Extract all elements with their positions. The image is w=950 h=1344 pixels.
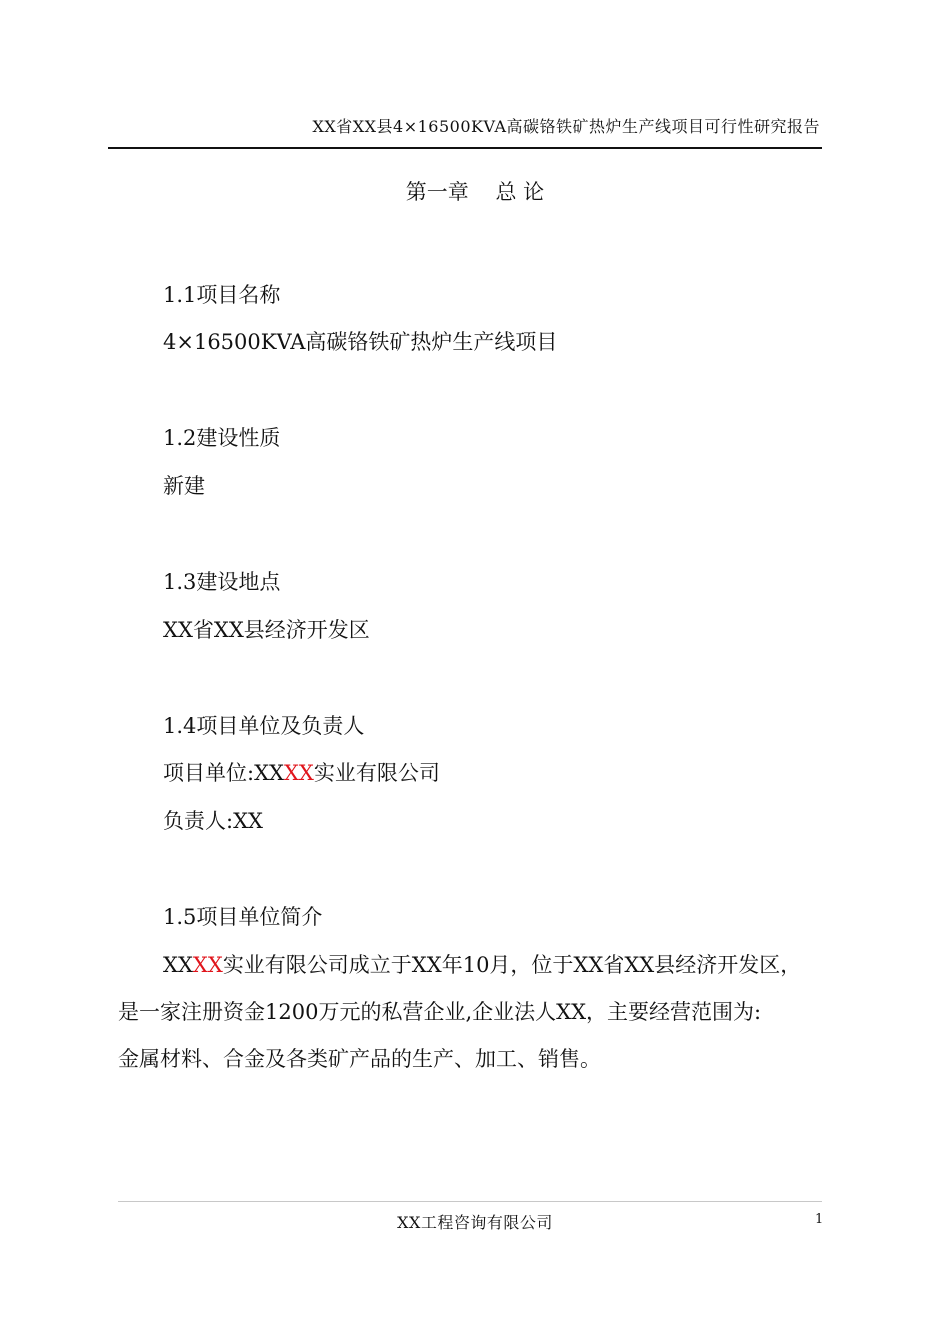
project-unit-name-highlight: XX [283, 761, 314, 785]
footer-company: XX工程咨询有限公司 [397, 1213, 553, 1232]
project-unit-line [163, 758, 440, 788]
unit-profile-name-highlight: XX [192, 953, 223, 977]
section-heading-unit-profile: 1.5项目单位简介 [163, 905, 323, 929]
project-unit-name-part-a: XX [254, 761, 284, 785]
unit-profile-line-1 [163, 950, 801, 980]
project-unit-name-suffix: 实业有限公司 [313, 761, 440, 785]
responsible-person-line [163, 806, 263, 836]
running-header: XX省XX县4×16500KVA高碳铬铁矿热炉生产线项目可行性研究报告 [312, 117, 820, 136]
unit-profile-text-1: 实业有限公司成立于XX年10月，位于XX省XX县经济开发区， [222, 953, 802, 977]
footer-divider [118, 1201, 822, 1202]
responsible-person-name: XX [233, 809, 263, 833]
chapter-title: 第一章 总 论 [405, 180, 545, 204]
construction-type-text: 新建 [163, 474, 205, 498]
section-heading-unit-and-person: 1.4项目单位及负责人 [163, 714, 365, 738]
section-heading-construction-site: 1.3建设地点 [163, 570, 281, 594]
page-number: 1 [815, 1212, 824, 1227]
section-heading-construction-type: 1.2建设性质 [163, 426, 281, 450]
header-divider [108, 147, 822, 149]
project-name-text: 4×16500KVA高碳铬铁矿热炉生产线项目 [163, 330, 558, 354]
unit-profile-line-2: 是一家注册资金1200万元的私营企业,企业法人XX，主要经营范围为: [118, 1000, 762, 1024]
construction-site-text: XX省XX县经济开发区 [163, 618, 370, 642]
unit-profile-line-3: 金属材料、合金及各类矿产品的生产、加工、销售。 [118, 1047, 601, 1071]
section-heading-project-name: 1.1项目名称 [163, 283, 281, 307]
project-unit-label: 项目单位: [163, 761, 255, 785]
unit-profile-name-part-a: XX [163, 953, 193, 977]
responsible-person-label: 负责人: [163, 809, 234, 833]
